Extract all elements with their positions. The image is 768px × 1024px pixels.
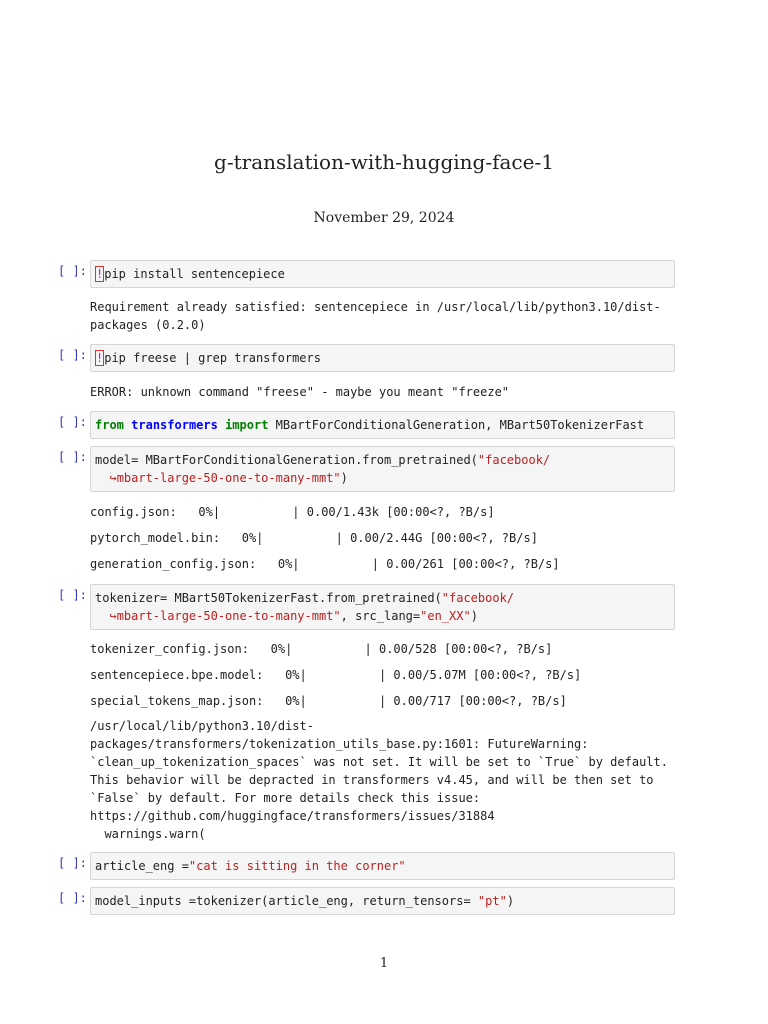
string-literal: "facebook/ (441, 591, 515, 605)
cell-prompt: [ ]: (58, 450, 87, 464)
code-text: article_eng = (95, 859, 189, 873)
cell-output: Requirement already satisfied: sentencepiece in /usr/local/lib/python3.10/dist- packages (0.2.0) (90, 300, 661, 332)
code-cell[interactable] (90, 446, 675, 492)
code-text: MBartForConditionalGeneration, MBart50TokenizerFast (268, 418, 645, 432)
warning-output: /usr/local/lib/python3.10/dist- packages/transformers/tokenization_utils_base.py:1601: FutureWarning: `clean_up_tokenization_spaces` was not set. It will be set to `True` by default. This behavior will be depracted in transformers v4.45, and will be then set to `False` by default. For more details check this issue: https://github.com/huggingface/transformers/issues/31884 warnings.warn( (90, 719, 668, 841)
code-text: pip install sentencepiece (104, 267, 285, 281)
download-progress: sentencepiece.bpe.model: 0%| | 0.00/5.07M [00:00<?, ?B/s] (90, 668, 582, 682)
code-cell[interactable] (90, 411, 675, 439)
cell-output: ERROR: unknown command "freese" - maybe you meant "freeze" (90, 385, 510, 399)
code-text: tokenizer= MBart50TokenizerFast.from_pretrained( (95, 591, 442, 605)
download-progress: tokenizer_config.json: 0%| | 0.00/528 [00:00<?, ?B/s] (90, 642, 553, 656)
download-progress: pytorch_model.bin: 0%| | 0.00/2.44G [00:00<?, ?B/s] (90, 531, 538, 545)
string-literal: mbart-large-50-one-to-many-mmt" (116, 471, 341, 485)
code-cell[interactable] (90, 852, 675, 880)
document-title: g-translation-with-hugging-face-1 (214, 150, 554, 174)
page-number: 1 (379, 956, 389, 971)
module-name: transformers (131, 418, 218, 432)
code-cell[interactable] (90, 260, 675, 288)
download-progress: generation_config.json: 0%| | 0.00/261 [00:00<?, ?B/s] (90, 557, 560, 571)
code-text: model_inputs =tokenizer(article_eng, return_tensors= (95, 894, 478, 908)
string-literal: "facebook/ (477, 453, 551, 467)
cell-prompt: [ ]: (58, 588, 87, 602)
string-literal: "en_XX" (420, 609, 471, 623)
cell-prompt: [ ]: (58, 264, 87, 278)
code-text: pip freese | grep transformers (104, 351, 321, 365)
code-text: , src_lang= (340, 609, 421, 623)
code-cell[interactable] (90, 584, 675, 630)
cell-prompt: [ ]: (58, 348, 87, 362)
keyword-from: from (95, 418, 124, 432)
code-text: ) (470, 609, 478, 623)
download-progress: special_tokens_map.json: 0%| | 0.00/717 [00:00<?, ?B/s] (90, 694, 567, 708)
download-progress: config.json: 0%| | 0.00/1.43k [00:00<?, ?B/s] (90, 505, 495, 519)
code-text: ) (506, 894, 515, 908)
cell-prompt: [ ]: (58, 415, 87, 429)
code-text: model= MBartForConditionalGeneration.from_pretrained( (95, 453, 478, 467)
shell-bang: ! (96, 267, 104, 281)
shell-bang: ! (96, 351, 104, 365)
string-literal: mbart-large-50-one-to-many-mmt" (116, 609, 341, 623)
code-text: ) (340, 471, 348, 485)
string-literal: "cat is sitting in the corner" (188, 859, 406, 873)
string-literal: "pt" (477, 894, 507, 908)
keyword-import: import (225, 418, 269, 432)
code-cell[interactable] (90, 887, 675, 915)
document-date: November 29, 2024 (313, 210, 455, 226)
line-continuation-icon: ↪ (109, 471, 117, 485)
code-cell[interactable] (90, 344, 675, 372)
cell-prompt: [ ]: (58, 856, 87, 870)
cell-prompt: [ ]: (58, 891, 87, 905)
line-continuation-icon: ↪ (109, 609, 117, 623)
